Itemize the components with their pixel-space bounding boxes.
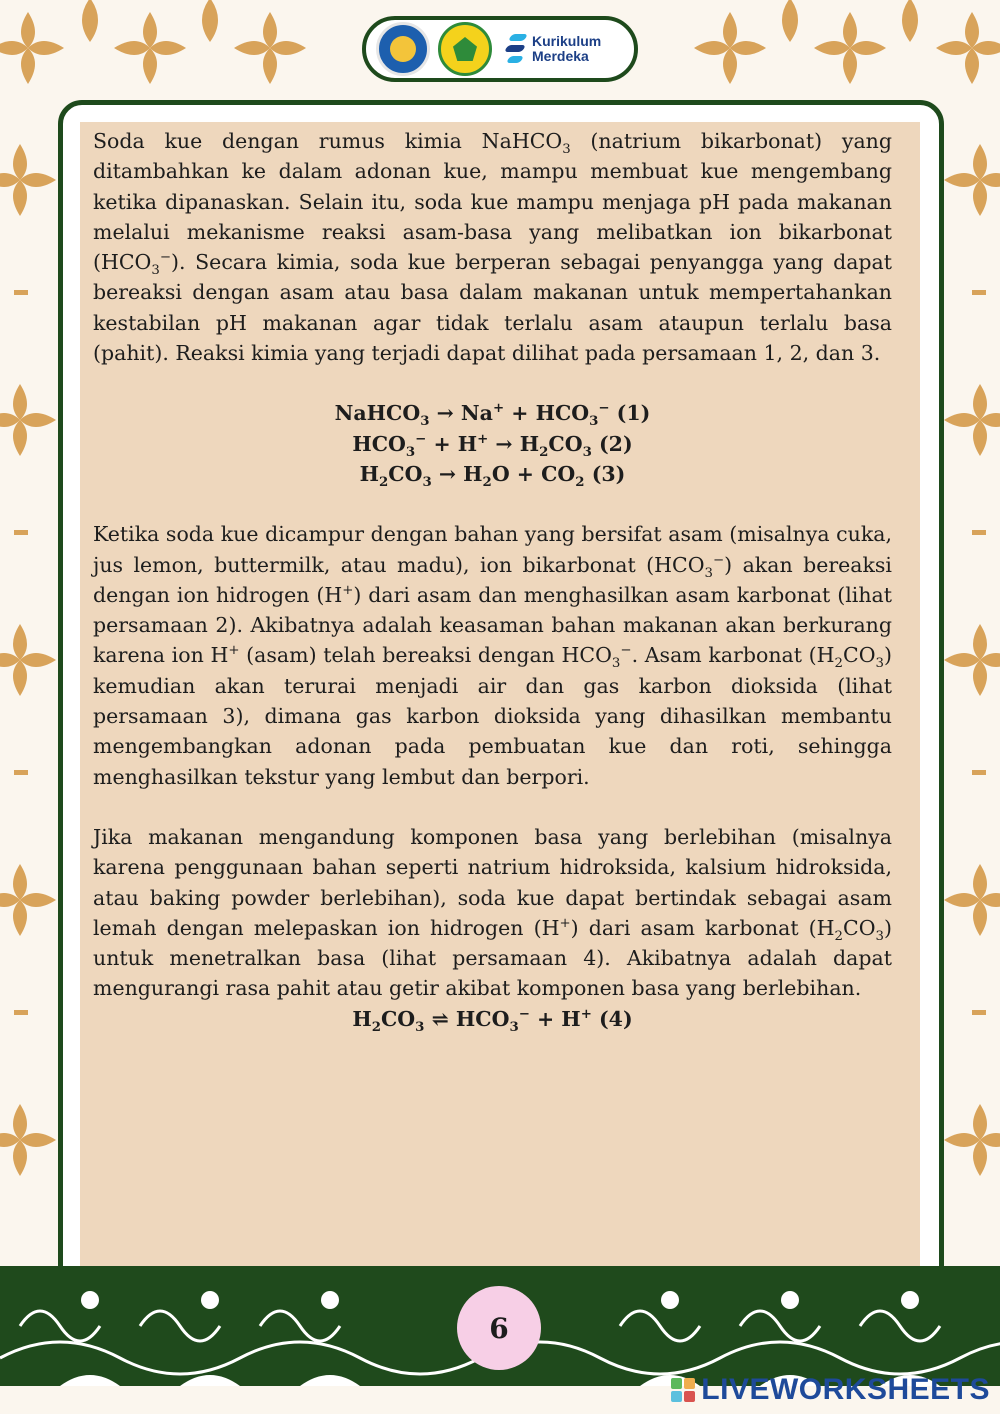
equation-3: $H_2CO_3 \to H_2O + CO_2$ (3)	[359, 461, 626, 491]
tut-wuri-handayani-logo	[376, 22, 430, 76]
equation-4: $H_2CO_3$ ⇌ $HCO_3^- + H^+$ (4)	[352, 1005, 633, 1035]
kurikulum-merdeka-text	[532, 34, 601, 64]
equation-2: $HCO_3^- + H^+ \to H_2CO_3$ (2)	[352, 430, 633, 460]
page-number: 6	[457, 1286, 541, 1370]
kurikulum-merdeka-mark-icon	[504, 32, 528, 66]
header-logo-badge	[362, 16, 638, 82]
article-content	[93, 126, 892, 1034]
equation-1: NaHCO$_3$ → $Na^+ + HCO_3^-$ (1)	[334, 400, 651, 430]
spacer	[93, 368, 892, 398]
paragraph-1: Soda kue dengan rumus kimia NaHCO$_3$ (natrium bikarbonat) yang ditambahkan ke dalam adonan kue, mampu membuat kue mengembang ketika dipanaskan. Selain itu, soda kue mampu menjaga pH pada makanan melalui mekanisme reaksi asam-basa yang melibatkan ion bikarbonat $(HCO_3^-)$. Secara kimia, soda kue berperan sebagai penyangga yang dapat bereaksi dengan asam atau basa dalam makanan untuk mempertahankan kestabilan pH makanan agar tidak terlalu asam ataupun terlalu basa (pahit). Reaksi kimia yang terjadi dapat dilihat pada persamaan 1, 2, dan 3.	[93, 129, 892, 366]
kurikulum-merdeka-logo	[504, 32, 601, 66]
brand-line1: Kurikulum	[532, 33, 602, 49]
spacer	[93, 489, 892, 519]
liveworksheets-watermark	[671, 1372, 990, 1408]
watermark-text: LIVEWORKSHEETS	[701, 1373, 990, 1406]
liveworksheets-logo-icon	[671, 1378, 695, 1402]
brand-line2: Merdeka	[532, 48, 589, 64]
university-logo	[438, 22, 492, 76]
paragraph-3: Jika makanan mengandung komponen basa yang berlebihan (misalnya karena penggunaan bahan seperti natrium hidroksida, kalsium hidroksida, atau baking powder berlebihan), soda kue dapat bertindak sebagai asam lemah dengan melepaskan ion hidrogen (H+) dari asam karbonat $(H_2CO_3)$ untuk menetralkan basa (lihat persamaan 4). Akibatnya adalah dapat mengurangi rasa pahit atau getir akibat komponen basa yang berlebihan.	[93, 824, 892, 1001]
paragraph-2: Ketika soda kue dicampur dengan bahan yang bersifat asam (misalnya cuka, jus lemon, buttermilk, atau madu), ion bikarbonat $(HCO_3^-)$ akan bereaksi dengan ion hidrogen (H+) dari asam dan menghasilkan asam karbonat (lihat persamaan 2). Akibatnya adalah keasaman bahan makanan akan berkurang karena ion H+ (asam) telah bereaksi dengan $HCO_3^-$. Asam karbonat $(H_2CO_3)$ kemudian akan terurai menjadi air dan gas karbon dioksida (lihat persamaan 3), dimana gas karbon dioksida yang dihasilkan membantu mengembangkan adonan pada pembuatan kue dan roti, sehingga menghasilkan tekstur yang lembut dan berpori.	[93, 522, 893, 789]
spacer	[93, 792, 892, 822]
